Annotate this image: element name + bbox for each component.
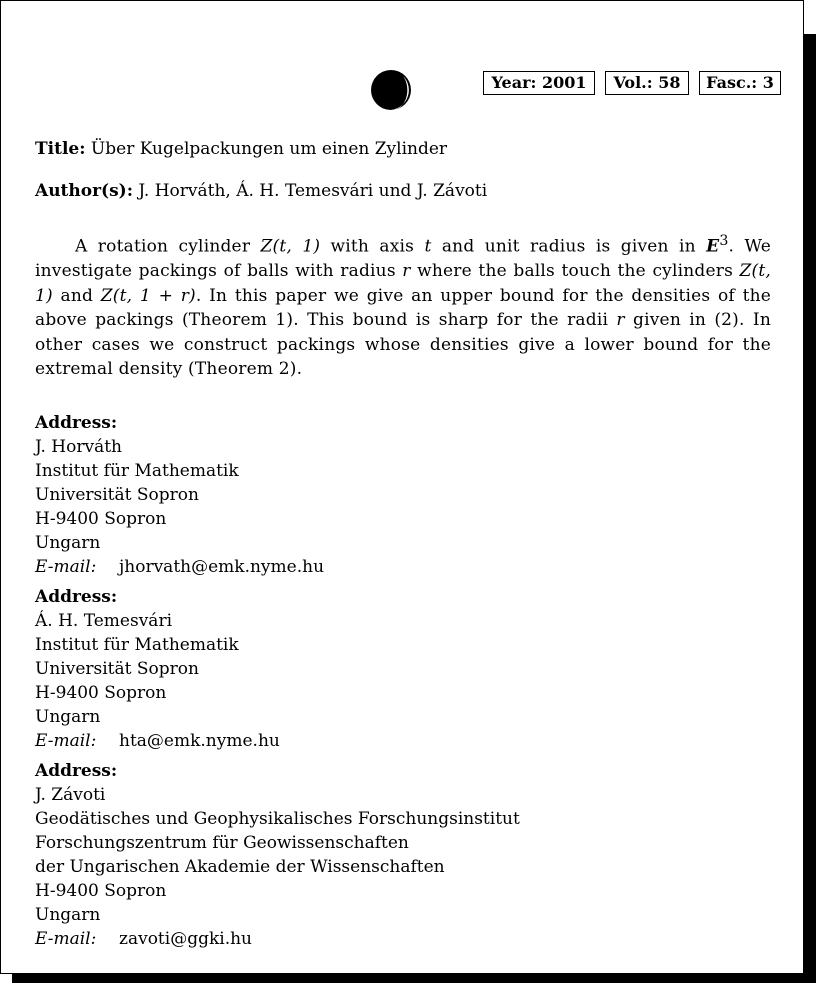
fascicle-box: Fasc.: 3 [699,71,781,95]
email-address[interactable]: jhorvath@emk.nyme.hu [119,557,325,577]
math-e-superscript: 3 [719,233,729,249]
address-line: Institut für Mathematik [35,461,239,481]
address-name: Á. H. Temesvári [35,611,173,631]
abstract-text: . In this paper we give an upper bound for the densities of the above packings (Theorem 1). This bound is sharp for the radii [35,285,772,331]
address-line: Forschungszentrum für Geowissenschaften [35,833,409,853]
abstract-paragraph [35,229,771,382]
abstract-text: given in (2). In other cases we construct packings whose densities give a lower bound for the extremal density (Theorem 2). [35,310,771,380]
math-r2: r [616,310,625,331]
address-line: H-9400 Sopron [35,509,167,529]
address-line: Institut für Mathematik [35,635,239,655]
abstract-text: and [60,285,94,306]
address-line: Ungarn [35,707,101,727]
address-line: Universität Sopron [35,659,199,679]
address-name: J. Horváth [35,437,123,457]
volume-box: Vol.: 58 [605,71,689,95]
address-name: J. Závoti [35,785,106,805]
math-e: E [706,236,720,257]
email-row [35,555,324,579]
author-line [35,181,487,201]
email-address[interactable]: hta@emk.nyme.hu [119,731,280,751]
address-heading: Address: [35,761,118,781]
abstract-text: and unit radius is given in [441,236,696,257]
year-box: Year: 2001 [483,71,595,95]
address-block [35,759,520,951]
abstract-text: where the balls touch the cylinders [417,261,734,282]
title-label: Title: [35,139,86,159]
address-line: Ungarn [35,905,101,925]
math-z2: Z(t, 1) [35,261,772,306]
abstract-text: . We investigate packings of balls with radius [35,236,772,282]
address-line: Universität Sopron [35,485,199,505]
math-r: r [402,261,411,282]
title-line [35,139,447,159]
email-label: E-mail: [35,557,97,577]
address-block [35,585,280,753]
abstract-text: with axis [330,236,415,257]
address-line: H-9400 Sopron [35,683,167,703]
email-address[interactable]: zavoti@ggki.hu [119,929,253,949]
math-z3: Z(t, 1 + r) [100,285,196,306]
authors-label: Author(s): [35,181,133,201]
abstract-text: A rotation cylinder [75,236,251,257]
address-line: H-9400 Sopron [35,881,167,901]
paper-authors: J. Horváth, Á. H. Temesvári und J. Závoti [138,181,488,201]
email-label: E-mail: [35,731,97,751]
address-line: Geodätisches und Geophysikalisches Forschungsinstitut [35,809,520,829]
address-line: Ungarn [35,533,101,553]
address-line: der Ungarischen Akademie der Wissenschaften [35,857,445,877]
email-label: E-mail: [35,929,97,949]
math-t: t [424,236,432,257]
email-row [35,729,280,753]
math-z1: Z(t, 1) [260,236,321,257]
address-heading: Address: [35,413,118,433]
address-heading: Address: [35,587,118,607]
address-block [35,411,324,579]
email-row [35,927,520,951]
paper-title: Über Kugelpackungen um einen Zylinder [90,139,448,159]
crescent-moon-logo-icon [369,68,413,112]
